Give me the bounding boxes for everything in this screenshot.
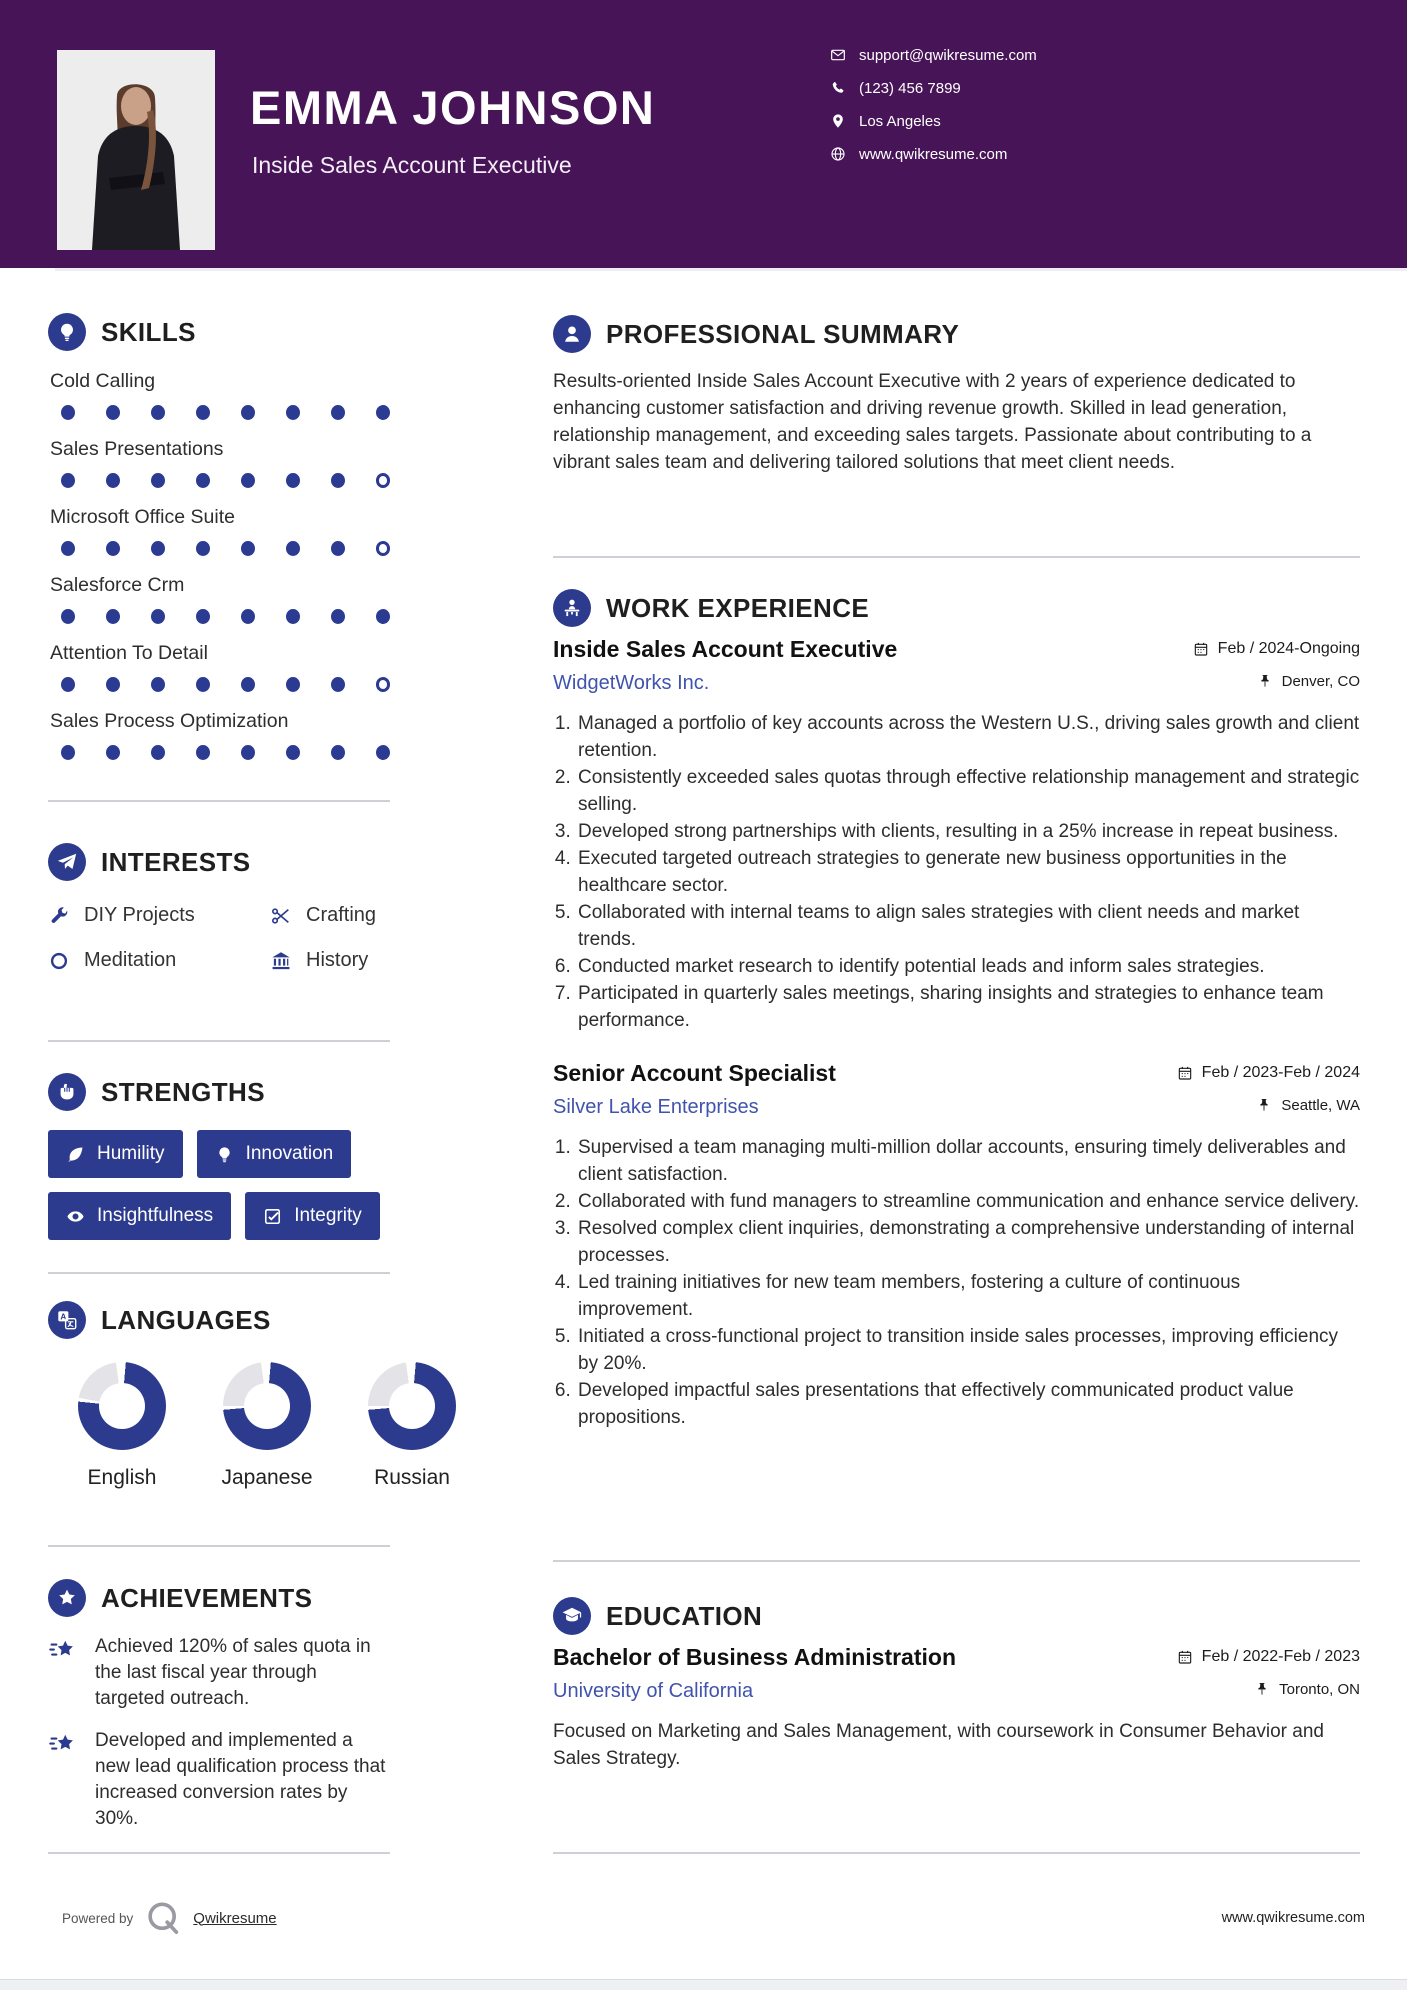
header-shadow — [55, 268, 1407, 271]
skill-dot-filled — [151, 541, 165, 556]
contact-row[interactable] — [830, 143, 1037, 165]
skill-rating — [61, 473, 390, 488]
job-bullet: 4. Led training initiatives for new team members, fostering a culture of continuous improvement. — [576, 1269, 1360, 1323]
graduation-icon — [553, 1597, 591, 1635]
interest-item — [270, 949, 390, 972]
job-bullet: 2. Collaborated with fund managers to streamline communication and enhance service delivery. — [576, 1188, 1360, 1215]
skill-dot-filled — [286, 745, 300, 760]
skill-dot-filled — [331, 609, 345, 624]
skill-dot-open — [376, 473, 390, 488]
skill-dot-filled — [331, 745, 345, 760]
education-title: EDUCATION — [606, 1600, 763, 1631]
candidate-name: EMMA JOHNSON — [250, 81, 656, 134]
language-item — [78, 1362, 166, 1490]
interest-label: Meditation — [84, 949, 177, 971]
pin-icon — [830, 113, 846, 129]
skill-rating — [61, 677, 390, 692]
skill-dot-filled — [331, 473, 345, 488]
strengths-section — [48, 1072, 390, 1240]
achievement-list — [48, 1634, 390, 1832]
bank-icon — [270, 950, 292, 972]
divider — [48, 1040, 390, 1042]
qwikresume-link[interactable]: Qwikresume — [193, 1909, 277, 1927]
divider — [48, 1545, 390, 1547]
contact-row[interactable] — [830, 77, 1037, 99]
powered-by-label: Powered by — [62, 1910, 134, 1926]
languages-section — [48, 1300, 450, 1490]
skill-dot-filled — [331, 677, 345, 692]
divider — [553, 1560, 1360, 1562]
skill-dot-filled — [61, 609, 75, 624]
footer-site-url[interactable]: www.qwikresume.com — [1221, 1910, 1365, 1926]
job-bullet: 3. Developed strong partnerships with clients, resulting in a 25% increase in repeat business. — [576, 818, 1360, 845]
achievement-text: Achieved 120% of sales quota in the last fiscal year through targeted outreach. — [95, 1636, 371, 1709]
language-item — [223, 1362, 311, 1490]
skill-dot-filled — [286, 677, 300, 692]
job-title: Senior Account Specialist — [553, 1060, 836, 1086]
contact-text[interactable]: support@qwikresume.com — [859, 46, 1037, 64]
divider — [48, 1852, 390, 1854]
job-bullet: 1. Managed a portfolio of key accounts across the Western U.S., driving sales growth and client retention. — [576, 710, 1360, 764]
degree-title: Bachelor of Business Administration — [553, 1644, 956, 1670]
skill-rating — [61, 745, 390, 760]
company-link[interactable]: Silver Lake Enterprises — [553, 1096, 759, 1118]
job-bullet: 2. Consistently exceeded sales quotas through effective relationship management and strategic selling. — [576, 764, 1360, 818]
skill-dot-filled — [61, 473, 75, 488]
contact-list — [830, 44, 1037, 176]
person-icon — [553, 315, 591, 353]
job-bullet: 6. Developed impactful sales presentations that effectively communicated product value propositions. — [576, 1377, 1360, 1431]
strengths-title: STRENGTHS — [101, 1076, 265, 1107]
skill-row — [48, 574, 390, 624]
strength-pill — [245, 1192, 380, 1240]
calendar-icon — [1193, 641, 1209, 657]
job-location-text: Denver, CO — [1281, 672, 1360, 690]
job-list — [553, 636, 1360, 1431]
skill-dot-filled — [286, 541, 300, 556]
skill-dot-filled — [376, 745, 390, 760]
skill-dot-filled — [196, 473, 210, 488]
checkbox-icon — [263, 1207, 282, 1226]
strength-pill — [197, 1130, 352, 1178]
job-bullet-list — [553, 710, 1360, 1034]
achievements-title: ACHIEVEMENTS — [101, 1582, 313, 1613]
summary-title: PROFESSIONAL SUMMARY — [606, 318, 960, 349]
skill-dot-filled — [241, 405, 255, 420]
candidate-title: Inside Sales Account Executive — [252, 152, 572, 178]
contact-text[interactable]: (123) 456 7899 — [859, 79, 961, 97]
ring-icon — [48, 950, 70, 972]
skill-dot-filled — [61, 677, 75, 692]
skill-dot-filled — [196, 677, 210, 692]
strength-label: Innovation — [245, 1143, 334, 1164]
school-link[interactable]: University of California — [553, 1680, 754, 1702]
skill-dot-filled — [106, 745, 120, 760]
envelope-icon — [830, 47, 846, 63]
skill-dot-filled — [106, 405, 120, 420]
job-entry — [553, 1060, 1360, 1431]
skill-dot-filled — [151, 745, 165, 760]
svg-text:A: A — [60, 1312, 67, 1322]
language-donut-chart — [368, 1362, 456, 1450]
contact-text: Los Angeles — [859, 112, 941, 130]
skill-dot-filled — [196, 541, 210, 556]
skill-row — [48, 438, 390, 488]
pushpin-icon — [1254, 1681, 1270, 1697]
divider — [553, 1852, 1360, 1854]
skill-dot-filled — [151, 609, 165, 624]
calendar-icon — [1177, 1065, 1193, 1081]
achievement-item — [48, 1634, 390, 1712]
interest-label: History — [306, 949, 369, 971]
contact-row[interactable] — [830, 44, 1037, 66]
achievement-item — [48, 1728, 390, 1832]
job-bullet: 4. Executed targeted outreach strategies to generate new business opportunities in the healthcare sector. — [576, 845, 1360, 899]
skills-section — [48, 312, 390, 763]
education-entry — [553, 1644, 1360, 1772]
divider — [553, 556, 1360, 558]
skill-dot-filled — [106, 609, 120, 624]
skill-dot-open — [376, 677, 390, 692]
skill-row — [48, 370, 390, 420]
interests-section — [48, 842, 390, 972]
skill-dot-filled — [241, 745, 255, 760]
job-bullet: 3. Resolved complex client inquiries, demonstrating a comprehensive understanding of internal processes. — [576, 1215, 1360, 1269]
education-section — [553, 1596, 1360, 1772]
page-bottom-edge — [0, 1979, 1407, 1990]
strength-pills — [48, 1130, 390, 1240]
skill-dot-filled — [286, 473, 300, 488]
header-banner — [0, 0, 1407, 268]
office-desk-icon — [553, 589, 591, 627]
shooting-star-icon — [48, 1730, 78, 1760]
strength-label: Humility — [97, 1143, 165, 1164]
divider — [48, 800, 390, 802]
skill-name: Sales Presentations — [50, 438, 224, 460]
interests-title: INTERESTS — [101, 846, 251, 877]
eye-icon — [66, 1207, 85, 1226]
work-experience-section — [553, 588, 1360, 1431]
skill-dot-filled — [286, 609, 300, 624]
fist-icon — [48, 1073, 86, 1111]
interest-item — [270, 904, 390, 927]
summary-section — [553, 314, 1360, 476]
skill-dot-open — [376, 541, 390, 556]
education-dates: Feb / 2022-Feb / 2023 — [1201, 1648, 1360, 1665]
job-location — [1257, 673, 1360, 690]
qwikresume-logo-icon — [143, 1898, 183, 1938]
skills-title: SKILLS — [101, 316, 196, 347]
language-label: Russian — [374, 1466, 450, 1489]
globe-icon — [830, 146, 846, 162]
skill-dot-filled — [376, 405, 390, 420]
job-bullet: 5. Initiated a cross-functional project to transition inside sales processes, improving efficiency by 20%. — [576, 1323, 1360, 1377]
shooting-star-icon — [48, 1636, 78, 1666]
job-location — [1256, 1097, 1360, 1114]
pushpin-icon — [1257, 673, 1273, 689]
job-bullet-list — [553, 1134, 1360, 1431]
strength-pill — [48, 1130, 183, 1178]
job-bullet: 5. Collaborated with internal teams to align sales strategies with client needs and market trends. — [576, 899, 1360, 953]
skill-dot-filled — [151, 405, 165, 420]
skill-name: Salesforce Crm — [50, 574, 185, 596]
contact-row — [830, 110, 1037, 132]
skill-dot-filled — [61, 405, 75, 420]
star-circle-icon — [48, 1579, 86, 1617]
calendar-icon — [1177, 1649, 1193, 1665]
education-description: Focused on Marketing and Sales Management, with coursework in Consumer Behavior and Sales Strategy. — [553, 1721, 1324, 1769]
education-location: Toronto, ON — [1279, 1680, 1360, 1698]
interest-label: Crafting — [306, 904, 377, 926]
interest-item — [48, 949, 270, 972]
phone-icon — [830, 80, 846, 96]
job-dates — [1177, 1064, 1360, 1082]
job-dates — [1193, 640, 1360, 658]
language-item — [368, 1362, 456, 1490]
skill-dot-filled — [106, 677, 120, 692]
skill-dot-filled — [331, 541, 345, 556]
skill-dot-filled — [196, 745, 210, 760]
skill-dot-filled — [241, 609, 255, 624]
translate-icon — [48, 1301, 86, 1339]
summary-text: Results-oriented Inside Sales Account Executive with 2 years of experience dedicated to enhancing customer satisfaction and driving revenue growth. Skilled in lead generation, relationship management, and exceeding sales targets. Passionate about contributing to a vibrant sales team and delivering tailored solutions that meet client needs. — [553, 371, 1312, 473]
job-bullet: 7. Participated in quarterly sales meetings, sharing insights and strategies to enhance team performance. — [576, 980, 1360, 1034]
skill-name: Microsoft Office Suite — [50, 506, 235, 528]
company-link[interactable]: WidgetWorks Inc. — [553, 672, 710, 694]
skill-dot-filled — [106, 473, 120, 488]
interest-label: DIY Projects — [84, 904, 195, 926]
skill-name: Sales Process Optimization — [50, 710, 289, 732]
strength-label: Integrity — [294, 1205, 362, 1226]
job-bullet: 6. Conducted market research to identify potential leads and inform sales strategies. — [576, 953, 1360, 980]
skill-name: Attention To Detail — [50, 642, 208, 664]
skill-row — [48, 642, 390, 692]
job-entry — [553, 636, 1360, 1034]
wrench-icon — [48, 905, 70, 927]
skill-dot-filled — [151, 677, 165, 692]
pushpin-icon — [1256, 1097, 1272, 1113]
skill-dot-filled — [241, 677, 255, 692]
achievements-section — [48, 1578, 390, 1832]
skill-rating — [61, 405, 390, 420]
skill-rating — [61, 541, 390, 556]
skill-dot-filled — [151, 473, 165, 488]
skill-list — [48, 370, 390, 760]
skill-row — [48, 710, 390, 760]
lightbulb-icon — [48, 313, 86, 351]
strength-pill — [48, 1192, 231, 1240]
skill-dot-filled — [286, 405, 300, 420]
skill-dot-filled — [241, 473, 255, 488]
skill-dot-filled — [61, 541, 75, 556]
work-title: WORK EXPERIENCE — [606, 592, 870, 623]
language-donut-chart — [78, 1362, 166, 1450]
contact-text[interactable]: www.qwikresume.com — [859, 145, 1008, 163]
job-dates-text: Feb / 2024-Ongoing — [1217, 640, 1360, 657]
scissors-icon — [270, 905, 292, 927]
skill-dot-filled — [196, 405, 210, 420]
language-label: English — [87, 1466, 157, 1489]
profile-photo — [57, 50, 215, 250]
skill-dot-filled — [241, 541, 255, 556]
job-location-text: Seattle, WA — [1281, 1096, 1360, 1114]
paper-plane-icon — [48, 843, 86, 881]
language-donut-chart — [223, 1362, 311, 1450]
skill-dot-filled — [196, 609, 210, 624]
skill-dot-filled — [331, 405, 345, 420]
footer-powered-by — [62, 1898, 277, 1938]
bulb-icon — [215, 1145, 234, 1164]
languages-title: LANGUAGES — [101, 1304, 271, 1335]
interest-grid — [48, 904, 390, 972]
divider — [48, 1272, 390, 1274]
skill-name: Cold Calling — [50, 370, 156, 392]
language-label: Japanese — [221, 1466, 313, 1489]
skill-dot-filled — [376, 609, 390, 624]
job-bullet: 1. Supervised a team managing multi-million dollar accounts, ensuring timely deliverables and client satisfaction. — [576, 1134, 1360, 1188]
profile-photo-silhouette — [57, 50, 215, 250]
language-row — [78, 1362, 450, 1490]
leaf-icon — [66, 1145, 85, 1164]
achievement-text: Developed and implemented a new lead qualification process that increased conversion rates by 30%. — [95, 1730, 386, 1829]
interest-item — [48, 904, 270, 927]
strength-label: Insightfulness — [97, 1205, 214, 1226]
skill-row — [48, 506, 390, 556]
skill-dot-filled — [61, 745, 75, 760]
job-dates-text: Feb / 2023-Feb / 2024 — [1201, 1064, 1360, 1081]
skill-rating — [61, 609, 390, 624]
job-title: Inside Sales Account Executive — [553, 636, 898, 662]
skill-dot-filled — [106, 541, 120, 556]
